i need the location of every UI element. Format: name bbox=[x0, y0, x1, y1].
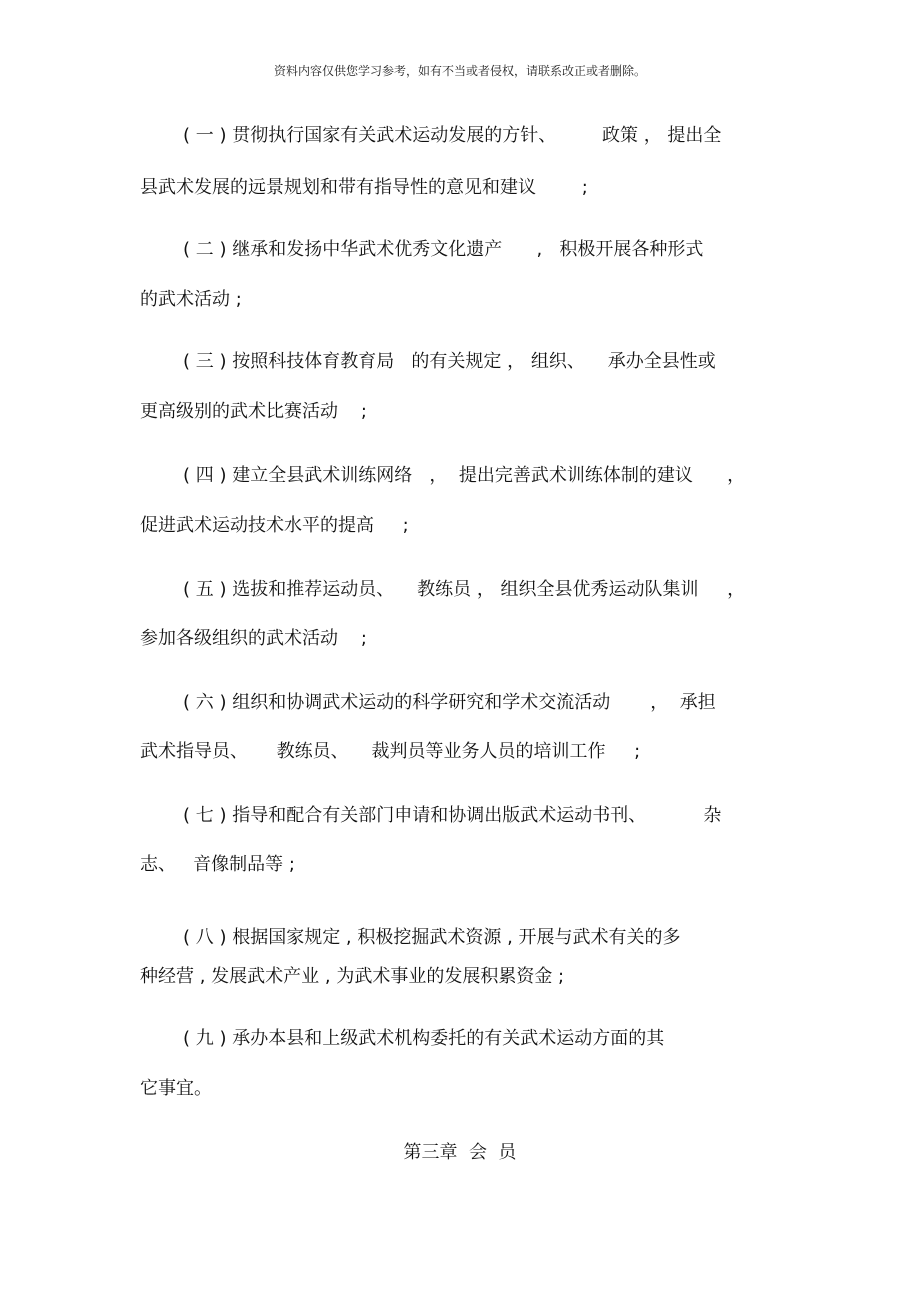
item-6-line-1: ( 六 ) 组织和协调武术运动的科学研究和学术交流活动 ， 承担 bbox=[183, 692, 716, 713]
item-4-line-1: ( 四 ) 建立全县武术训练网络 ， 提出完善武术训练体制的建议 ， bbox=[183, 465, 746, 486]
item-6-line-2: 武术指导员、 教练员、 裁判员等业务人员的培训工作 ; bbox=[140, 741, 641, 762]
item-8-line-2: 种经营 , 发展武术产业 , 为武术事业的发展积累资金 ; bbox=[140, 966, 565, 987]
item-4-line-2: 促进武术运动技术水平的提高 ; bbox=[140, 515, 409, 536]
chapter-title: 第三章 会 员 bbox=[403, 1142, 517, 1163]
item-9-line-2: 它事宜。 bbox=[140, 1078, 212, 1099]
item-5-line-1: ( 五 ) 选拔和推荐运动员、 教练员 ， 组织全县优秀运动队集训 ， bbox=[183, 579, 746, 600]
item-5-line-2: 参加各级组织的武术活动 ; bbox=[140, 628, 367, 649]
item-7-line-2: 志、 音像制品等 ; bbox=[140, 854, 295, 875]
item-1-line-1: ( 一 ) 贯彻执行国家有关武术运动发展的方针、 政策 ， 提出全 bbox=[183, 125, 722, 146]
item-3-line-1: ( 三 ) 按照科技体育教育局 的有关规定 ， 组织、 承办全县性或 bbox=[183, 351, 716, 372]
item-3-line-2: 更高级别的武术比赛活动 ; bbox=[140, 401, 367, 422]
item-2-line-2: 的武术活动 ; bbox=[140, 289, 242, 310]
page-header-notice: 资料内容仅供您学习参考，如有不当或者侵权，请联系改正或者删除。 bbox=[273, 64, 646, 78]
item-8-line-1: ( 八 ) 根据国家规定 , 积极挖掘武术资源 , 开展与武术有关的多 bbox=[183, 927, 681, 948]
item-1-line-2: 县武术发展的远景规划和带有指导性的意见和建议 ; bbox=[140, 177, 588, 198]
item-7-line-1: ( 七 ) 指导和配合有关部门申请和协调出版武术运动书刊、 杂 bbox=[183, 805, 722, 826]
item-2-line-1: ( 二 ) 继承和发扬中华武术优秀文化遗产 , 积极开展各种形式 bbox=[183, 239, 704, 260]
item-9-line-1: ( 九 ) 承办本县和上级武术机构委托的有关武术运动方面的其 bbox=[183, 1028, 665, 1049]
